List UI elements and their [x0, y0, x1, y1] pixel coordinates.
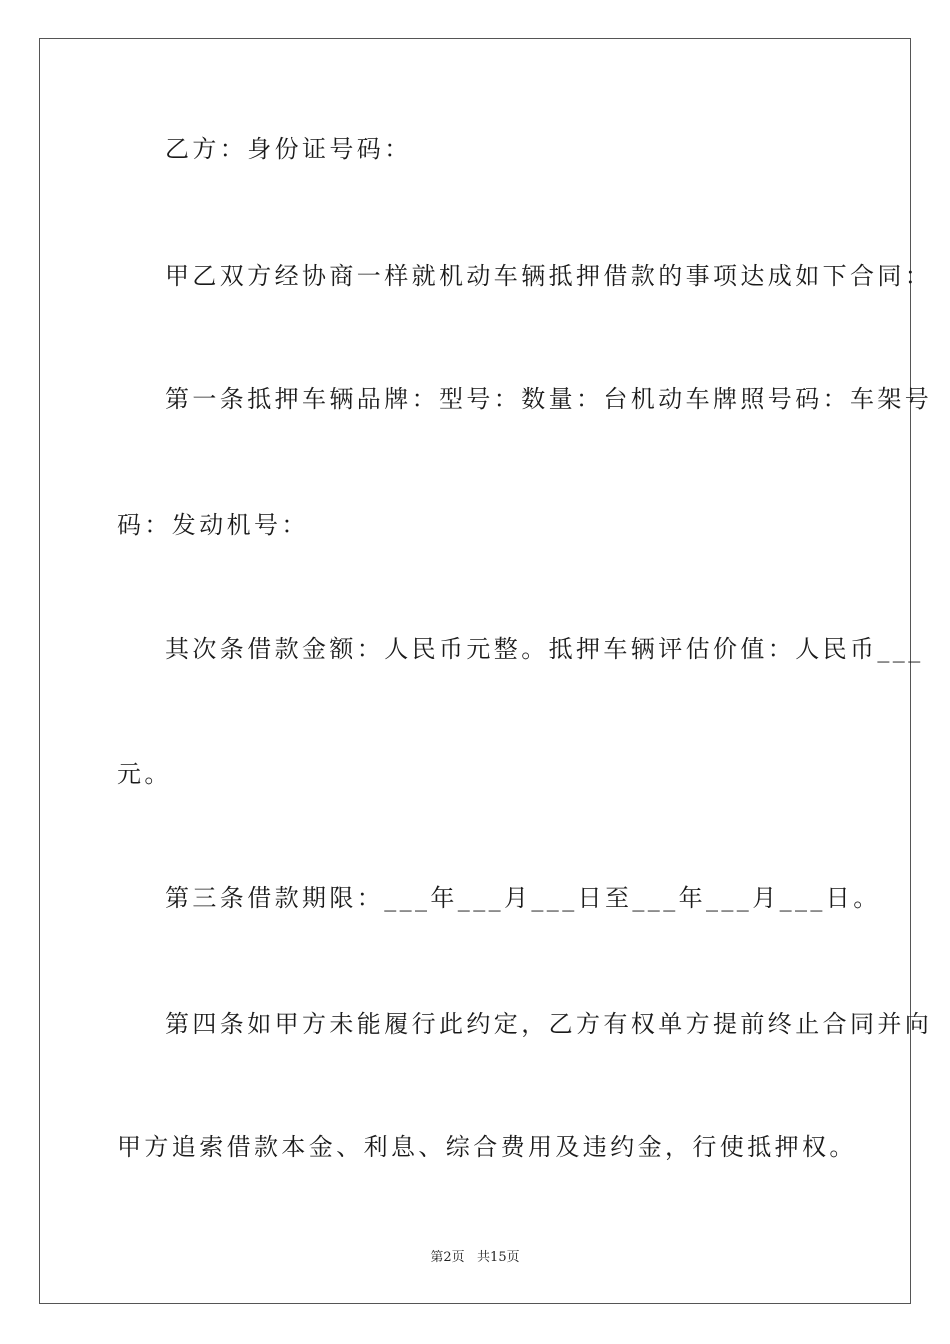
page-border — [39, 38, 911, 1304]
article-3-line: 第三条借款期限：___年___月___日至___年___月___日。 — [165, 884, 881, 912]
article-4-line-2: 甲方追索借款本金、利息、综合费用及违约金，行使抵押权。 — [117, 1133, 857, 1161]
article-2-line-2: 元。 — [117, 760, 172, 788]
agreement-intro-line: 甲乙双方经协商一样就机动车辆抵押借款的事项达成如下合同： — [165, 262, 933, 290]
article-4-line-1: 第四条如甲方未能履行此约定，乙方有权单方提前终止合同并向 — [165, 1010, 933, 1038]
article-1-line-2: 码：发动机号： — [117, 511, 309, 539]
article-2-line-1: 其次条借款金额：人民币元整。抵押车辆评估价值：人民币___ — [165, 635, 924, 663]
article-1-line-1: 第一条抵押车辆品牌：型号：数量：台机动车牌照号码：车架号 — [165, 385, 933, 413]
page-number-footer: 第2页 共15页 — [430, 1250, 520, 1265]
party-b-id-line: 乙方：身份证号码： — [165, 135, 412, 163]
